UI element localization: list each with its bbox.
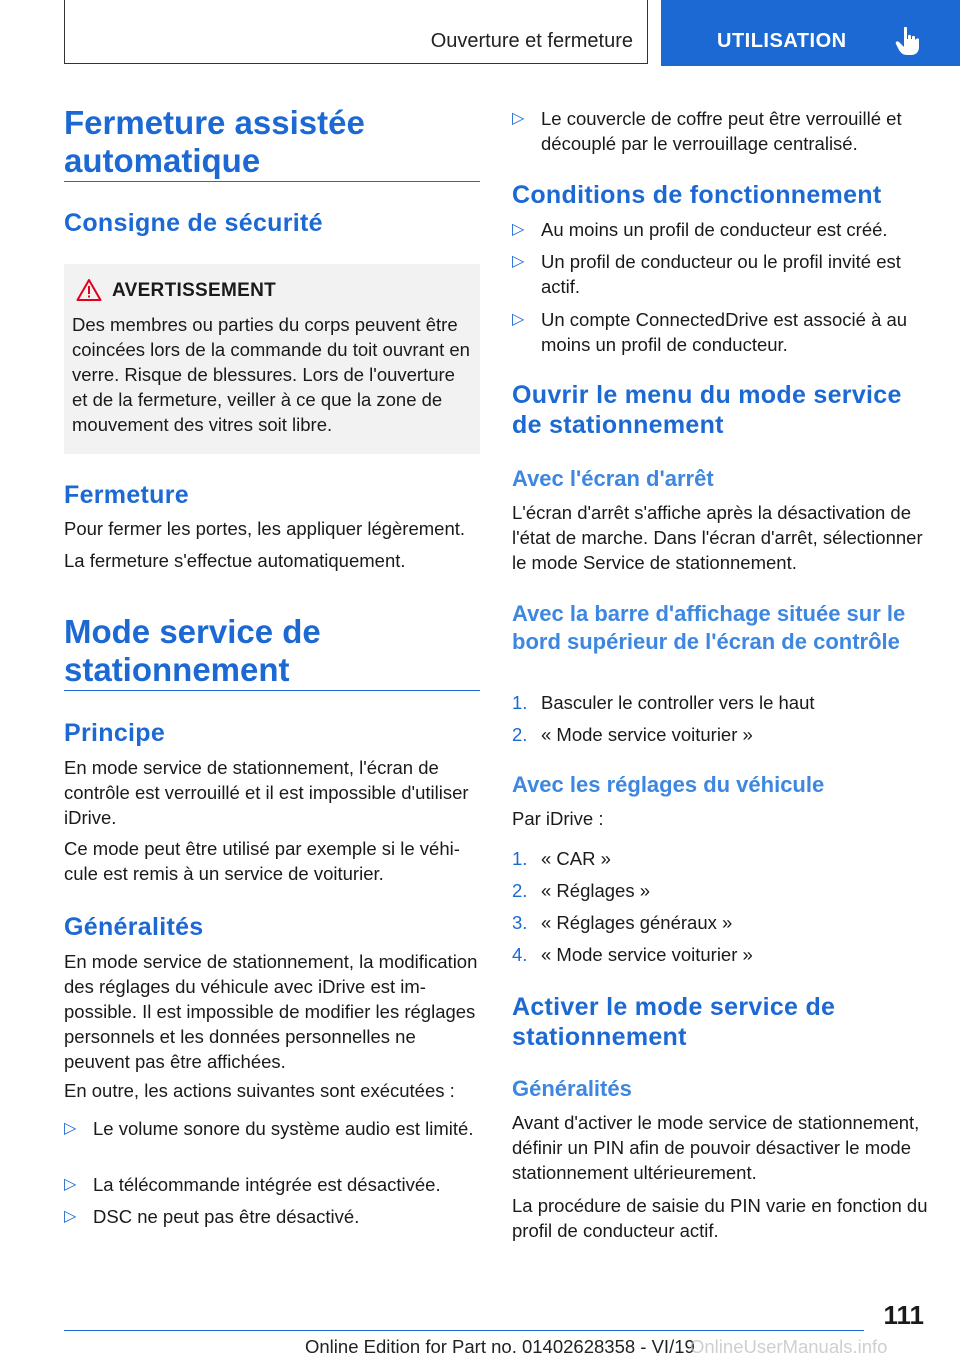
heading-principe: Principe <box>64 719 166 747</box>
heading-mode-service: Mode service de stationnement <box>64 613 321 688</box>
heading-ouvrir-menu: Ouvrir le menu du mode service de stationnement <box>512 381 902 439</box>
step-number: 4. <box>512 944 528 965</box>
triangle-bullet-icon: ▷ <box>512 311 525 328</box>
triangle-bullet-icon: ▷ <box>64 1120 77 1137</box>
heading-consigne-securite: Consigne de sécurité <box>64 209 323 237</box>
paragraph: Par iDrive : <box>512 808 604 829</box>
list-item-text: « Mode service voiturier » <box>541 724 753 745</box>
triangle-bullet-icon: ▷ <box>64 1208 77 1225</box>
warning-text: Des membres ou parties du corps peuvent être coincées lors de la commande du toit ouvrant en verre. Risque de blessures. Lors de l'ouverture et de la fermeture, veiller à ce que la zone de mouvement des vitres soit libre. <box>72 314 470 435</box>
list-item-text: « CAR » <box>541 848 611 869</box>
paragraph: La fermeture s'effectue automatiquement. <box>64 550 406 571</box>
list-item-text: DSC ne peut pas être désactivé. <box>93 1206 360 1227</box>
triangle-bullet-icon: ▷ <box>64 1176 77 1193</box>
list-item-text: La télécommande intégrée est désactivée. <box>93 1174 441 1195</box>
list-item-text: Basculer le controller vers le haut <box>541 692 815 713</box>
list-item-text: « Réglages » <box>541 880 651 901</box>
watermark: OnlineUserManuals.info <box>690 1336 888 1357</box>
paragraph: En mode service de stationnement, la modification des réglages du véhicule avec iDrive est impossible. Il est impossible de modifier les réglages personnels et les données personnelles ne peuvent pas être affichées. <box>64 951 478 1072</box>
warning-title: AVERTISSEMENT <box>112 280 277 301</box>
warning-triangle-icon <box>76 278 102 302</box>
step-number: 1. <box>512 692 528 713</box>
step-number: 1. <box>512 848 528 869</box>
heading-barre-affichage: Avec la barre d'affichage située sur le bord supérieur de l'écran de contrôle <box>512 601 906 654</box>
heading-ecran-arret: Avec l'écran d'arrêt <box>512 466 714 491</box>
header-section-box <box>64 0 648 64</box>
triangle-bullet-icon: ▷ <box>512 221 525 238</box>
heading-rule <box>64 181 480 182</box>
step-number: 2. <box>512 880 528 901</box>
triangle-bullet-icon: ▷ <box>512 253 525 270</box>
section-title: Ouverture et fermeture <box>430 30 633 52</box>
step-number: 3. <box>512 912 528 933</box>
heading-fermeture: Fermeture <box>64 481 189 509</box>
warning-box <box>64 264 480 454</box>
chapter-label: UTILISATION <box>717 30 847 52</box>
footer-edition: Online Edition for Part no. 01402628358 - VI/19 <box>305 1336 695 1357</box>
chapter-tab[interactable] <box>661 0 960 66</box>
list-item-text: Le volume sonore du système audio est limité. <box>93 1118 474 1139</box>
list-item-text: Le couvercle de coffre peut être verrouillé et découplé par le verrouillage centralisé. <box>541 108 902 154</box>
list-item-text: Au moins un profil de conducteur est créé. <box>541 219 888 240</box>
list-item-text: « Réglages généraux » <box>541 912 733 933</box>
list-item-text: « Mode service voiturier » <box>541 944 753 965</box>
paragraph: La procédure de saisie du PIN varie en fonction du profil de conducteur actif. <box>512 1195 928 1241</box>
paragraph: Pour fermer les portes, les appliquer légèrement. <box>64 518 466 539</box>
heading-reglages-vehicule: Avec les réglages du véhicule <box>512 772 825 797</box>
list-item-text: Un compte ConnectedDrive est associé à au moins un profil de conducteur. <box>541 309 908 355</box>
heading-generalites-2: Généralités <box>512 1076 632 1101</box>
page-number: 111 <box>883 1300 924 1330</box>
paragraph: Avant d'activer le mode service de stationnement, définir un PIN afin de pouvoir désactiver le mode stationnement ultérieurement. <box>512 1112 920 1183</box>
paragraph: Ce mode peut être utilisé par exemple si le véhicule est remis à un service de voiturier. <box>64 838 460 884</box>
paragraph: En mode service de stationnement, l'écran de contrôle est verrouillé et il est impossible d'utiliser iDrive. <box>64 757 469 828</box>
footer-rule <box>64 1330 864 1331</box>
heading-conditions: Conditions de fonctionnement <box>512 181 882 209</box>
triangle-bullet-icon: ▷ <box>512 110 525 127</box>
paragraph: En outre, les actions suivantes sont exécutées : <box>64 1080 455 1101</box>
paragraph: L'écran d'arrêt s'affiche après la désactivation de l'état de marche. Dans l'écran d'arrêt, sélectionner le mode Service de stationnement. <box>512 502 923 573</box>
list-item-text: Un profil de conducteur ou le profil invité est actif. <box>541 251 901 297</box>
heading-rule <box>64 690 480 691</box>
heading-fermeture-assistee: Fermeture assistée automatique <box>64 104 365 179</box>
step-number: 2. <box>512 724 528 745</box>
hand-pointer-icon <box>895 26 921 56</box>
heading-generalites: Généralités <box>64 913 204 941</box>
heading-activer-mode: Activer le mode service de stationnement <box>512 993 836 1051</box>
